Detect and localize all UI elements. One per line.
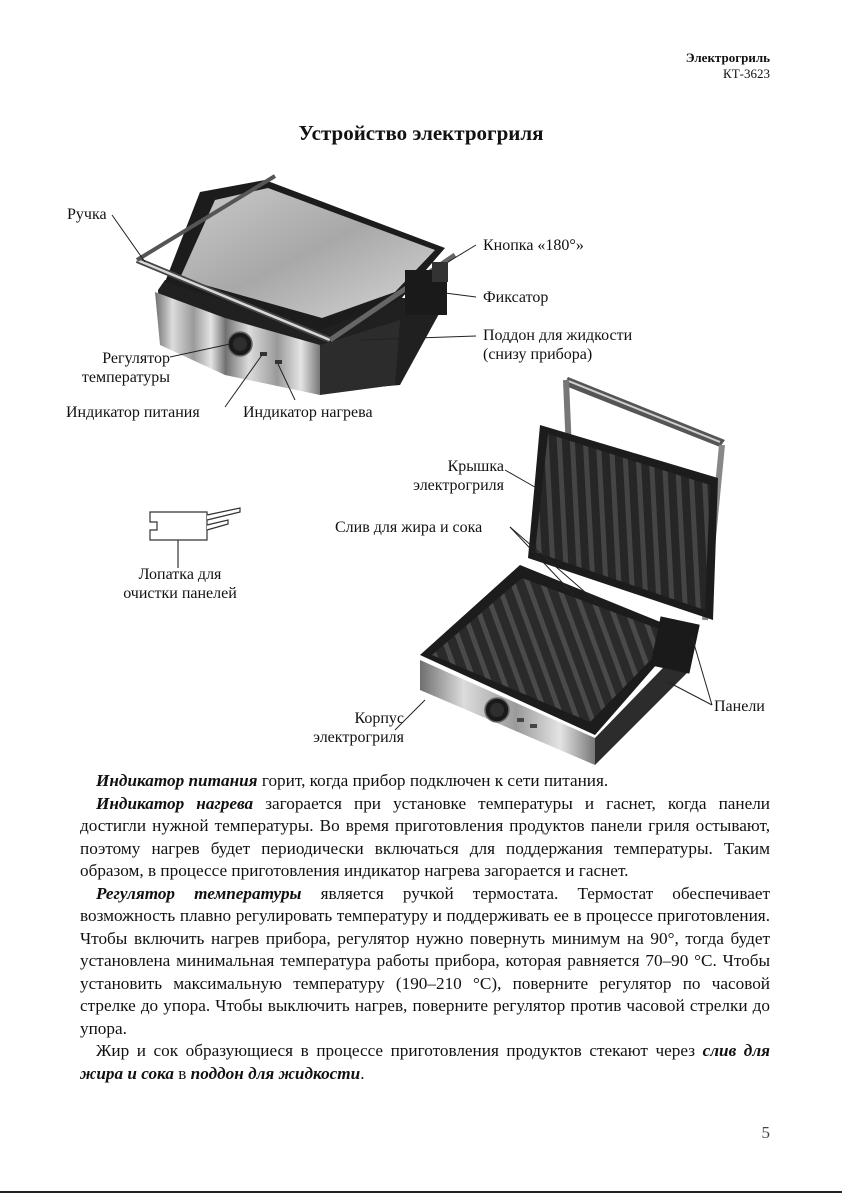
page-number: 5 xyxy=(761,1123,770,1142)
label-housing-line1: Корпус xyxy=(354,710,404,727)
label-spatula-line1: Лопатка для xyxy=(138,566,222,583)
label-drain: Слив для жира и сока xyxy=(335,519,483,536)
label-heat-indicator: Индикатор нагрева xyxy=(243,404,373,421)
label-lock: Фиксатор xyxy=(483,289,549,306)
label-lid-line2: электрогриля xyxy=(413,477,504,494)
label-tray-line2: (снизу прибора) xyxy=(483,346,593,363)
header-product: Электрогриль xyxy=(685,50,770,65)
paragraph-drain: Жир и сок образующиеся в процессе приготовления продуктов стекают через слив для жира и сока в поддон для жидкости. xyxy=(80,1041,771,1083)
description-text xyxy=(80,770,770,1085)
paragraph-power-indicator: Индикатор питания горит, когда прибор подключен к сети питания. xyxy=(96,771,609,790)
closed-grill-illustration xyxy=(137,176,455,395)
label-housing-line2: электрогриля xyxy=(313,729,404,746)
label-handle: Ручка xyxy=(67,206,107,223)
label-power-indicator: Индикатор питания xyxy=(66,404,200,421)
spatula-illustration xyxy=(150,508,240,568)
label-spatula-line2: очистки панелей xyxy=(123,585,237,602)
open-grill-illustration xyxy=(420,377,725,765)
label-panels: Панели xyxy=(714,698,765,715)
label-tray-line1: Поддон для жидкости xyxy=(483,327,633,344)
page-title: Устройство электрогриля xyxy=(298,121,544,145)
label-lid-line1: Крышка xyxy=(447,458,504,475)
paragraph-temp-regulator: Регулятор температуры является ручкой термостата. Термостат обеспечивает возможность плавно регулировать температуру и поддерживать ее в процессе приготовления. Чтобы включить нагрев прибора, регулятор нужно повернуть минимум на 90°, тогда будет установлена минимальная температура работы прибора, которая равняется 70–90 °С. Чтобы установить максимальную температуру (190–210 °С), поверните регулятор по часовой стрелке до упора. Чтобы выключить нагрев, поверните регулятор против часовой стрелки до упора. xyxy=(80,883,770,1038)
label-button-180: Кнопка «180°» xyxy=(483,237,584,254)
label-temp-regulator-line1: Регулятор xyxy=(102,350,170,367)
header-model: КТ-3623 xyxy=(723,66,770,81)
label-temp-regulator-line2: температуры xyxy=(81,369,170,386)
paragraph-heat-indicator: Индикатор нагрева загорается при установке температуры и гаснет, когда панели достигли нужной температуры. Во время приготовления продуктов панели гриля остывают, поэтому нагрев будет периодически включаться для поддержания температуры. Таким образом, в процессе приготовления индикатор нагрева загорается и гаснет. xyxy=(80,793,771,880)
